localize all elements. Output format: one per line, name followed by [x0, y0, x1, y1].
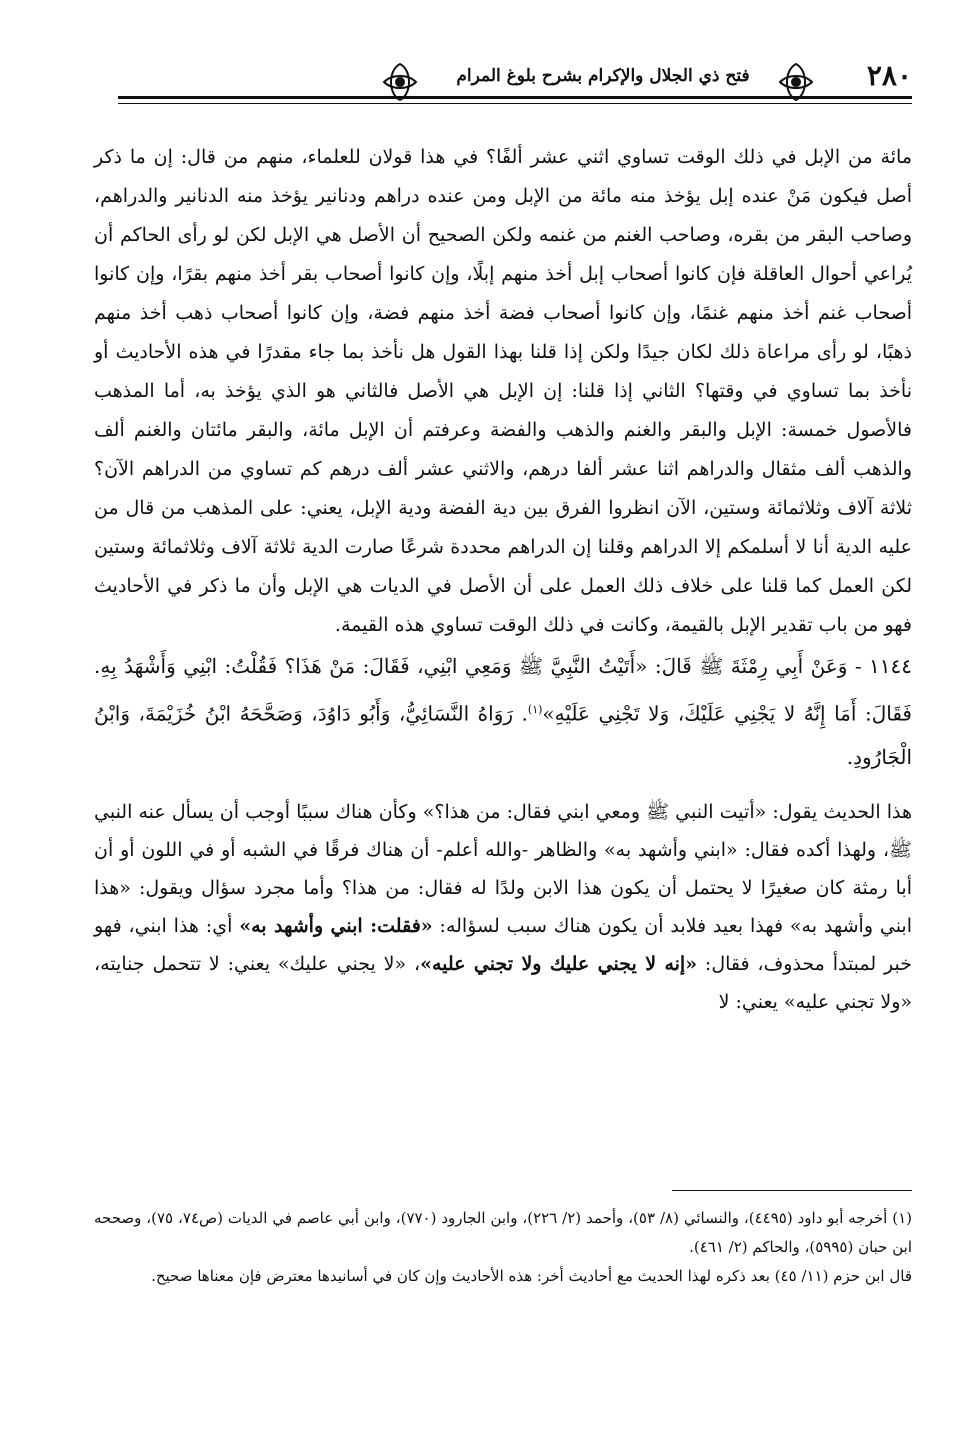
hadith-commentary [94, 793, 912, 1021]
commentary-text-3: ، «لا يجني عليك» يعني: لا تتحمل جنايته، «ولا تجني عليه» يعني: لا [94, 952, 912, 1013]
hadith-block [94, 645, 912, 779]
commentary-text-1: هذا الحديث يقول: «أتيت النبي ﷺ ومعي ابني فقال: من هذا؟» وكأن هناك سببًا أوجب أن يسأل عنه النبي ﷺ، ولهذا أكده فقال: «ابني وأشهد به» والظاهر -والله أعلم- أن هناك فرقًا في الشبه أو في اللون أو أن أبا رمثة كان صغيرًا لا يحتمل أن يكون هذا الابن ولدًا له فقال: من هذا؟ وأما مجرد سؤال ويقول: «هذا ابني وأشهد به» فهذا بعيد فلابد أن يكون هناك سبب لسؤاله: [94, 800, 912, 937]
left-ornament-icon [380, 60, 420, 104]
footnote-2: قال ابن حزم (١١/ ٤٥) بعد ذكره لهذا الحديث مع أحاديث أخر: هذه الأحاديث وإن كان في أسانيدها معترض فإن معناها صحيح. [151, 1267, 912, 1285]
hadith-number: ١١٤٤ [869, 654, 912, 678]
hadith-text: - وَعَنْ أَبِي رِمْثَةَ ﷺ قَالَ: «أَتَيْتُ النَّبِيَّ ﷺ وَمَعِي ابْنِي، فَقَالَ: مَنْ هَذَا؟ فَقُلْتُ: ابْنِي وَأَشْهَدُ بِهِ. فَقَالَ: أَمَا إِنَّهُ لا يَجْنِي عَلَيْكَ، وَلا تَجْنِي عَلَيْهِ» [94, 654, 912, 726]
footnote-ref: (١) [527, 703, 543, 716]
footnote-divider [672, 1190, 912, 1191]
commentary-quote-1: «فقلت: ابني وأشهد به» [239, 914, 433, 937]
footnotes [94, 1204, 912, 1291]
commentary-quote-2: «إنه لا يجني عليك ولا تجني عليه» [420, 952, 698, 975]
page-header [118, 58, 912, 118]
page-body [94, 138, 912, 1021]
commentary-text-2: أي: هذا ابني، فهو خبر لمبتدأ محذوف، فقال: [94, 914, 912, 975]
commentary-paragraph: مائة من الإبل في ذلك الوقت تساوي اثني عشر ألفًا؟ في هذا قولان للعلماء، منهم من قال: إن ما ذكر أصل فيكون مَنْ عنده إبل يؤخذ منه مائة من الإبل ومن عنده دراهم ودنانير يؤخذ منه الدنانير والدراهم، وصاحب البقر من بقره، وصاحب الغنم من غنمه ولكن الصحيح أن الأصل هي الإبل لكن لو رأى الحاكم أن يُراعي أحوال العاقلة فإن كانوا أصحاب إبل أخذ منهم إبلًا، وإن كانوا أصحاب بقر أخذ منهم بقرًا، وإن كانوا أصحاب غنم أخذ منهم غنمًا، وإن كانوا أصحاب فضة أخذ منهم فضة، وإن كانوا أصحاب ذهب أخذ منهم ذهبًا، لو رأى مراعاة ذلك لكان جيدًا ولكن إذا قلنا بهذا القول هل نأخذ بما جاء مقدرًا في هذه الأحاديث أو نأخذ بما تساوي في وقتها؟ الثاني إذا قلنا: إن الإبل هي الأصل فالثاني هو الذي يؤخذ به، أما المذهب فالأصول خمسة: الإبل والبقر والغنم والذهب والفضة وعرفتم أن الإبل مائة، والبقر مائتان والغنم ألف والذهب ألف مثقال والدراهم اثنا عشر ألفا درهم، والاثني عشر ألف درهم كم تساوي من الدراهم الآن؟ ثلاثة آلاف وثلاثمائة وستين، الآن انظروا الفرق بين دية الفضة ودية الإبل، يعني: على المذهب من قال من عليه الدية أنا لا أسلمكم إلا الدراهم وقلنا إن الدراهم محددة شرعًا صارت الدية ثلاثة آلاف وثلاثمائة وستين لكن العمل كما قلنا على خلاف ذلك العمل على أن الأصل في الديات هي الإبل وأن ما ذكر في الأحاديث فهو من باب تقدير الإبل بالقيمة، وكانت في ذلك الوقت تساوي هذه القيمة. [94, 146, 912, 636]
page-number: ٢٨٠ [866, 59, 912, 92]
footnote-1: (١) أخرجه أبو داود (٤٤٩٥)، والنسائي (٨/ ٥٣)، وأحمد (٢/ ٢٢٦)، وابن الجارود (٧٧٠)، وابن أبي عاصم في الديات (ص٧٤، ٧٥)، وصححه ابن حبان (٥٩٩٥)، والحاكم (٢/ ٤٦١). [94, 1209, 913, 1256]
right-ornament-icon [776, 60, 816, 104]
book-title: فتح ذي الجلال والإكرام بشرح بلوغ المرام [456, 66, 750, 86]
hadith-tail: . رَوَاهُ النَّسَائِيُّ، وَأَبُو دَاوُدَ، وَصَحَّحَهُ ابْنُ خُزَيْمَةَ، وَابْنُ الْجَارُودِ. [94, 701, 912, 769]
